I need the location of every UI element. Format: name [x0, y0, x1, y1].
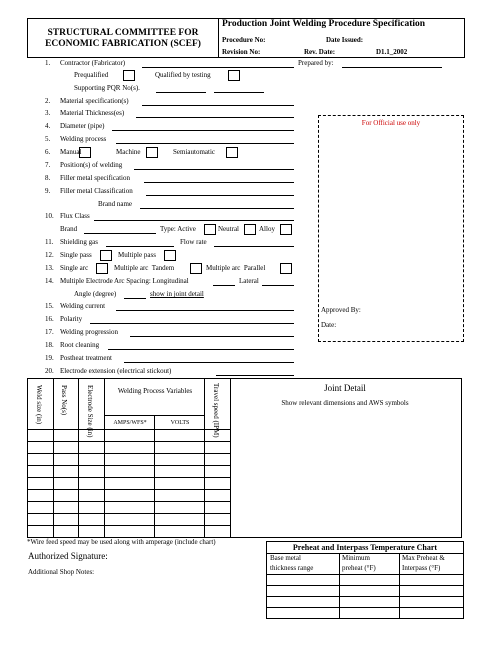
arc-spacing-label: Multiple Electrode Arc Spacing: Longitudinal [60, 277, 189, 285]
weld-size-header: Weld size (in) [35, 385, 43, 425]
item-number: 7. [45, 161, 51, 169]
flux-neutral-label: Neutral [218, 225, 239, 233]
contractor-label: Contractor (Fabricator) [60, 59, 126, 67]
material-spec-field[interactable] [142, 105, 294, 106]
table-row[interactable] [28, 465, 230, 466]
thickness-range-header: thickness range [270, 564, 314, 572]
parallel-checkbox[interactable] [280, 263, 292, 274]
contractor-field[interactable] [142, 67, 294, 68]
item-number: 10. [45, 212, 54, 220]
joint-detail-title: Joint Detail [324, 383, 366, 393]
table-row[interactable] [28, 489, 230, 490]
date-issued-label: Date Issued: [326, 36, 364, 44]
table-row[interactable] [267, 596, 463, 597]
positions-field[interactable] [134, 169, 294, 170]
col-divider [154, 415, 155, 537]
angle-label: Angle (degree) [74, 290, 117, 298]
postheat-field[interactable] [124, 362, 294, 363]
item-number: 5. [45, 135, 51, 143]
official-use-title: For Official use only [361, 119, 421, 127]
item-number: 19. [45, 354, 54, 362]
weld-variables-table [27, 378, 231, 538]
flow-rate-label: Flow rate [180, 238, 207, 246]
pqr-label: Supporting PQR No(s). [74, 84, 140, 92]
brand-name-label: Brand name [98, 200, 133, 208]
item-number: 6. [45, 148, 51, 156]
volts-header: VOLTS [170, 420, 190, 426]
preheat-f-header: preheat (°F) [342, 564, 376, 572]
welding-progression-label: Welding progression [60, 328, 118, 336]
welding-process-label: Welding process [60, 135, 107, 143]
qualified-testing-checkbox[interactable] [228, 70, 240, 81]
table-row[interactable] [267, 607, 463, 608]
welding-process-field[interactable] [116, 143, 294, 144]
positions-label: Position(s) of welding [60, 161, 123, 169]
header-left-box [27, 18, 219, 58]
item-number: 20. [45, 367, 54, 375]
header-bottom-line [267, 574, 463, 575]
variables-header: Welding Process Variables [117, 387, 193, 395]
pass-no-header: Pass No(s) [60, 385, 68, 416]
revision-no-label: Revision No: [222, 48, 261, 56]
flux-brand-label: Brand [60, 225, 78, 233]
single-arc-label: Single arc [60, 264, 89, 272]
item-number: 4. [45, 122, 51, 130]
semiautomatic-label: Semiautomatic [173, 148, 215, 156]
shielding-gas-label: Shielding gas [60, 238, 98, 246]
lateral-label: Lateral [239, 277, 259, 285]
rev-date-label: Rev. Date: [304, 48, 336, 56]
item-number: 15. [45, 302, 54, 310]
item-number: 2. [45, 97, 51, 105]
material-spec-label: Material specification(s) [60, 97, 129, 105]
item-number: 9. [45, 187, 51, 195]
single-arc-checkbox[interactable] [96, 263, 108, 274]
root-cleaning-label: Root cleaning [60, 341, 100, 349]
flux-neutral-checkbox[interactable] [244, 224, 256, 235]
item-number: 16. [45, 315, 54, 323]
brand-name-field[interactable] [140, 208, 294, 209]
root-cleaning-field[interactable] [108, 349, 294, 350]
manual-label: Manual [60, 148, 82, 156]
preheat-title: Preheat and Interpass Temperature Chart [292, 543, 438, 552]
authorized-signature-label: Authorized Signature: [28, 551, 108, 561]
item-number: 12. [45, 251, 54, 259]
angle-field[interactable] [124, 298, 146, 299]
multiple-arc-parallel-label: Multiple arc Parallel [206, 264, 266, 272]
flux-type-active-label: Type: Active [160, 225, 196, 233]
welding-current-field[interactable] [116, 310, 294, 311]
table-row[interactable] [28, 453, 230, 454]
prepared-by-field[interactable] [342, 67, 442, 68]
tandem-checkbox[interactable] [190, 263, 202, 274]
machine-label: Machine [116, 148, 141, 156]
table-row[interactable] [267, 585, 463, 586]
postheat-label: Postheat treatment [60, 354, 112, 362]
pqr-field-1[interactable] [156, 92, 206, 93]
shielding-gas-field[interactable] [106, 246, 174, 247]
single-pass-label: Single pass [60, 251, 92, 259]
flux-alloy-label: Alloy [259, 225, 275, 233]
flow-rate-field[interactable] [214, 246, 294, 247]
procedure-no-label: Procedure No: [222, 36, 266, 44]
table-row[interactable] [28, 441, 230, 442]
item-number: 17. [45, 328, 54, 336]
code-label: D1.1_2002 [376, 48, 408, 56]
electrode-extension-label: Electrode extension (electrical stickout) [60, 367, 172, 375]
filler-class-label: Filler metal Classification [60, 187, 133, 195]
multiple-pass-checkbox[interactable] [164, 250, 176, 261]
item-number: 18. [45, 341, 54, 349]
single-pass-checkbox[interactable] [100, 250, 112, 261]
filler-spec-label: Filler metal specification [60, 174, 130, 182]
pqr-field-2[interactable] [214, 92, 264, 93]
filler-class-field[interactable] [146, 195, 294, 196]
flux-alloy-checkbox[interactable] [280, 224, 292, 235]
item-number: 11. [45, 238, 54, 246]
flux-active-checkbox[interactable] [204, 224, 216, 235]
preheat-table [266, 541, 464, 619]
item-number: 1. [45, 59, 51, 67]
form-title: Production Joint Welding Procedure Specification [222, 19, 426, 29]
show-joint-detail-note: show in joint detail [150, 290, 204, 298]
prepared-by-label: Prepared by: [298, 59, 334, 67]
welding-progression-field[interactable] [130, 336, 294, 337]
polarity-label: Polarity [60, 315, 83, 323]
polarity-field[interactable] [90, 323, 294, 324]
flux-brand-field[interactable] [84, 233, 156, 234]
interpass-header: Interpass (°F) [402, 564, 441, 572]
committee-name-line2: ECONOMIC FABRICATION (SCEF) [45, 39, 201, 49]
header-bottom-line [28, 429, 230, 430]
official-use-box [318, 115, 464, 342]
material-thickness-field[interactable] [136, 117, 294, 118]
item-number: 3. [45, 109, 51, 117]
table-row[interactable] [28, 501, 230, 502]
filler-spec-field[interactable] [144, 182, 294, 183]
table-row[interactable] [28, 513, 230, 514]
welding-current-label: Welding current [60, 302, 106, 310]
prequalified-label: Prequalified [74, 71, 109, 79]
table-row[interactable] [28, 477, 230, 478]
header-right-box [218, 18, 465, 58]
amps-header: AMPS/WFS* [113, 420, 147, 426]
diameter-label: Diameter (pipe) [60, 122, 105, 130]
item-number: 14. [45, 277, 54, 285]
electrode-extension-field[interactable] [216, 375, 294, 376]
material-thickness-label: Material Thickness(es) [60, 109, 125, 117]
joint-detail-subtitle: Show relevant dimensions and AWS symbols [281, 399, 409, 407]
prequalified-checkbox[interactable] [123, 70, 135, 81]
item-number: 13. [45, 264, 54, 272]
shop-notes-label: Additional Shop Notes: [28, 568, 95, 576]
flux-class-field[interactable] [94, 220, 294, 221]
joint-detail-box[interactable] [229, 378, 462, 538]
electrode-size-header: Electrode Size (in) [86, 385, 94, 438]
base-metal-header: Base metal [270, 554, 301, 562]
flux-class-label: Flux Class [60, 212, 90, 220]
multiple-arc-tandem-label: Multiple arc Tandem [114, 264, 175, 272]
diameter-field[interactable] [112, 130, 294, 131]
max-preheat-header: Max Preheat & [402, 554, 445, 562]
sub-header-line [104, 415, 204, 416]
lateral-field[interactable] [262, 285, 294, 286]
multiple-pass-label: Multiple pass [118, 251, 156, 259]
travel-speed-header: Travel speed (IPM) [212, 383, 220, 438]
qualified-testing-label: Qualified by testing [155, 71, 211, 79]
approved-by-label: Approved By: [321, 306, 361, 314]
official-date-label: Date: [321, 321, 337, 329]
table-row[interactable] [28, 525, 230, 526]
item-number: 8. [45, 174, 51, 182]
committee-name-line1: STRUCTURAL COMMITTEE FOR [47, 28, 199, 38]
manual-checkbox[interactable] [79, 147, 91, 158]
minimum-header: Minimum [342, 554, 371, 562]
longitudinal-field[interactable] [213, 285, 235, 286]
wire-feed-footnote: *Wire feed speed may be used along with amperage (include chart) [27, 538, 216, 546]
machine-checkbox[interactable] [146, 147, 158, 158]
semiautomatic-checkbox[interactable] [226, 147, 238, 158]
